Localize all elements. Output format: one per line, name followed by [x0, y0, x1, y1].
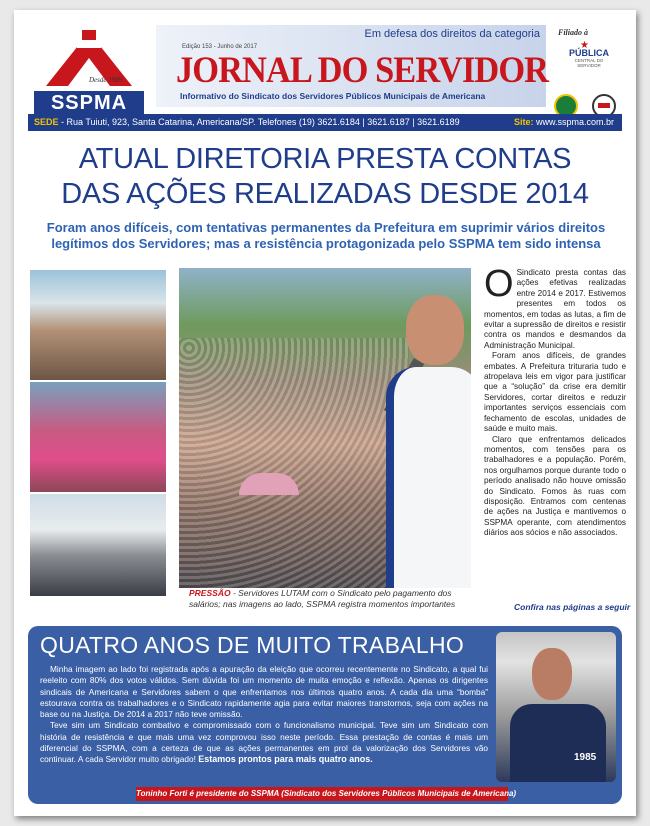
editorial-title: QUATRO ANOS DE MUITO TRABALHO: [40, 632, 465, 658]
caption-text: - Servidores LUTAM com o Sindicato pelo pagamento dos salários; nas imagens ao lado, SSPMA registra momentos importantes: [189, 588, 456, 609]
editorial-paragraph: Minha imagem ao lado foi registrada após a apuração da eleição que ocorreu recentemente no Sindicato, a qual fui reeleito com 80% dos votos válidos. Sem dúvida foi um momento de muita emoção e reflexão. Apenas os dirigentes sindicais de Americana e Servidores sabem o que enfrentamos nos últimos quatro anos. A cada dia uma “bomba” estourava contra os trabalhadores e o Sindicato rapidamente agia para evitar maiores transtornos, seja com ações na base ou na Justiça. De 2014 a 2017 não teve omissão.: [40, 664, 488, 720]
drop-cap: O: [484, 263, 514, 305]
star-icon: ★: [580, 40, 589, 51]
masthead-tagline: Em defesa dos direitos da categoria: [364, 28, 540, 40]
president-photo: [496, 632, 616, 782]
article-paragraph: O Sindicato presta contas das ações efetivas realizadas entre 2014 e 2017. Estivemos presentes em todos os momentos, em todas as lutas, a fim de evitar a supressão de direitos e resistir contra os mandos e desmandos da Administração Municipal.: [484, 263, 626, 350]
newspaper-subtitle: Informativo do Sindicato dos Servidores Públicos Municipais de Americana: [180, 91, 486, 101]
logo-name: SSPMA: [34, 91, 144, 115]
president-credit: Toninho Forti é presidente do SSPMA (Sindicato dos Servidores Públicos Municipais de Americana): [136, 787, 508, 801]
caption-label: PRESSÃO: [189, 588, 231, 598]
photo-protest-street: [30, 270, 166, 380]
newspaper-page: [14, 10, 636, 816]
editorial-closing: Estamos prontos para mais quatro anos.: [198, 754, 373, 765]
affiliations: [552, 28, 628, 122]
contact-bar: [28, 114, 622, 131]
masthead: [156, 25, 549, 107]
photo-caption: [189, 588, 479, 610]
site-url: www.sspma.com.br: [533, 117, 614, 127]
site-link[interactable]: [514, 114, 614, 131]
article-paragraph: Claro que enfrentamos delicados momentos, com tensões para os trabalhadores e a população. Porém, nos orgulhamos porque durante todo o período analisado não houve omissão do Sindicato. Fomos às ruas com disposição. Entramos com centenas de ações na Justiça e mantivemos o SSPMA operante, com atendimentos diários aos sócios e não associados.: [484, 434, 626, 538]
headline-line-1: ATUAL DIRETORIA PRESTA CONTAS: [78, 143, 572, 175]
edition-label: Edição 153 - Junho de 2017: [182, 44, 258, 50]
headline-deck: Foram anos difíceis, com tentativas permanentes da Prefeitura em suprimir vários direitos legítimos dos Servidores; mas a resistência protagonizada pelo SSPMA tem sido intensa: [46, 220, 606, 251]
sede-address: - Rua Tuiuti, 923, Santa Catarina, Americana/SP. Telefones (19) 3621.6184 | 3621.6187 | 3621.6189: [58, 117, 460, 127]
logo-since: Desde 1989: [89, 76, 123, 84]
main-headline: [28, 142, 622, 212]
jacket-number: 1985: [574, 752, 597, 763]
speaker-illustration: [384, 283, 471, 588]
sede-label: SEDE: [34, 117, 59, 127]
site-label: Site:: [513, 117, 534, 127]
photo-union-team: [30, 494, 166, 596]
editorial-box: [28, 626, 622, 804]
affiliate-name: PÚBLICA: [569, 48, 609, 58]
article-paragraph: Foram anos difíceis, de grandes embates. A Prefeitura trituraria tudo e atropelava leis em vigor para justificar que a “solução” da crise era demitir Servidores, cortar direitos e reduzir importantes serviços essenciais com fechamento de escolas, unidades de saúde e muito mais.: [484, 351, 626, 434]
publica-logo: [564, 48, 614, 68]
article-body: [484, 263, 626, 539]
continue-reading-link[interactable]: Confira nas páginas a seguir: [514, 602, 631, 612]
sspma-logo: [34, 28, 144, 122]
affiliate-sub: CENTRAL DO SERVIDOR: [574, 58, 604, 68]
editorial-text: [40, 664, 488, 766]
affiliated-label: Filiado à: [558, 28, 589, 37]
editorial-paragraph: Teve sim um Sindicato combativo e compromissado com o funcionalismo municipal. Teve sim um Sindicato com história de resistência e que mais uma vez comprovou isso neste período. Essa prestação de contas é mais um diferencial do SSPMA, com a certeza de que as ações permanentes em prol da valorização dos Servidores vão continuar. A cada Servidor muito obrigado! Estamos prontos para mais quatro anos.: [40, 720, 488, 765]
headline-line-2: DAS AÇÕES REALIZADAS DESDE 2014: [61, 178, 589, 210]
crowd-illustration: [179, 338, 409, 588]
photo-members-group: [30, 382, 166, 492]
newspaper-title: JORNAL DO SERVIDOR: [176, 50, 549, 91]
photo-main-rally: [179, 268, 471, 588]
umbrella-illustration: [239, 473, 299, 495]
